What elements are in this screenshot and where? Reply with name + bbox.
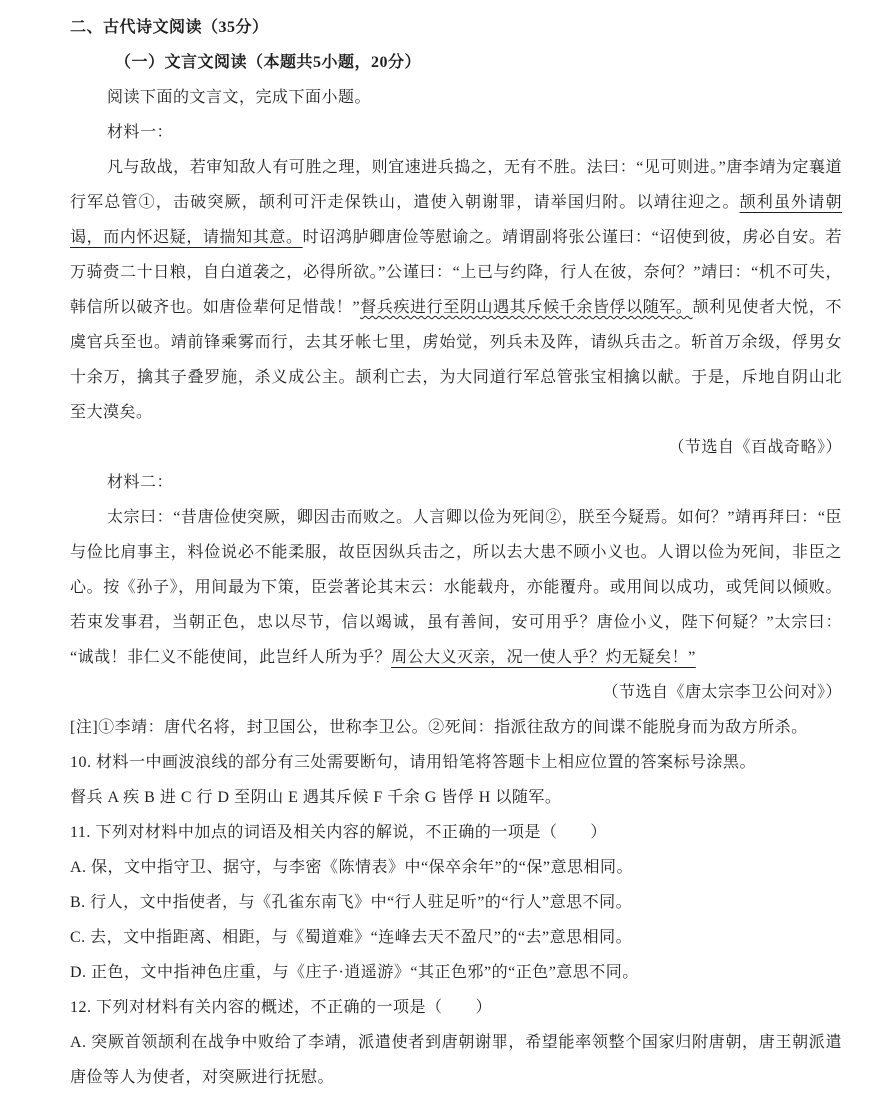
footnote: [注]①李靖：唐代名将，封卫国公，世称李卫公。②死间：指派往敌方的间谍不能脱身而为敌方所杀。	[70, 719, 808, 736]
question-12-stem: 12. 下列对材料有关内容的概述，不正确的一项是（ ）	[70, 999, 493, 1016]
material-one-translation-underline: 颉利虽外请朝谒，而内怀迟疑，请揣知其意。	[70, 194, 842, 246]
material-one-text-3: 颉利见使者大悦，不虞官兵至也。靖前锋乘雾而行，去其牙帐七里，虏始觉，列兵未及阵，请纵兵击之。斩首万余级，俘男女十余万，擒其子叠罗施，杀义成公主。颉利亡去，为大同道行军总管张宝相擒以献。于是，斥地自阴山北至大漠矣。	[70, 299, 842, 421]
question-10-stem: 10. 材料一中画波浪线的部分有三处需要断句，请用铅笔将答题卡上相应位置的答案标号涂黑。	[70, 754, 757, 771]
reading-instruction: 阅读下面的文言文，完成下面小题。	[107, 89, 372, 106]
question-11-option-b: B. 行人，文中指使者，与《孔雀东南飞》中“行人驻足听”的“行人”意思不同。	[70, 894, 633, 911]
material-two-paragraph	[70, 500, 842, 675]
material-one-paragraph	[70, 150, 842, 430]
question-12-option-a: A. 突厥首领颉利在战争中败给了李靖，派遣使者到唐朝谢罪，希望能率领整个国家归附唐朝，唐王朝派遣唐俭等人为使者，对突厥进行抚慰。	[70, 1034, 842, 1086]
question-11-option-c: C. 去，文中指距离、相距，与《蜀道难》“连峰去天不盈尺”的“去”意思相同。	[70, 929, 633, 946]
question-11-option-a: A. 保，文中指守卫、据守，与李密《陈情表》中“保卒余年”的“保”意思相同。	[70, 859, 633, 876]
material-two-label: 材料二：	[107, 474, 174, 491]
question-11-option-d: D. 正色，文中指神色庄重，与《庄子·逍遥游》“其正色邪”的“正色”意思不同。	[70, 964, 639, 981]
material-two-text-1: 太宗曰：“昔唐俭使突厥，卿因击而败之。人言卿以俭为死间②，朕至今疑焉。如何？”靖再拜曰：“臣与俭比肩事主，料俭说必不能柔服，故臣因纵兵击之，所以去大患不顾小义也。人谓以俭为死间，非臣之心。按《孙子》，用间最为下策，臣尝著论其末云：水能载舟，亦能覆舟。或用间以成功，或凭间以倾败。若束发事君，当朝正色，忠以尽节，信以竭诚，虽有善间，安可用乎？唐俭小义，陛下何疑？”太宗曰：“诚哉！非仁义不能使间，此岂纤人所为乎？	[70, 509, 842, 666]
material-one-text-1: 凡与敌战，若审知敌人有可胜之理，则宜速进兵捣之，无有不胜。法曰：“见可则进。”唐李靖为定襄道行军总管①，击破突厥，颉利可汗走保铁山，遣使入朝谢罪，请举国归附。以靖往迎之。	[70, 159, 842, 211]
material-two-translation-underline: 周公大义灭亲，况一使人乎？灼无疑矣！”	[391, 649, 696, 666]
section-heading: 二、古代诗文阅读（35分）	[70, 19, 269, 36]
material-one-text-2: 时诏鸿胪卿唐俭等慰谕之。靖谓副将张公谨曰：“诏使到彼，虏必自安。若万骑赍二十日粮，自白道袭之，必得所欲。”公谨曰：“上已与约降，行人在彼，奈何？”靖曰：“机不可失，韩信所以破齐也。如唐俭辈何足惜哉！”	[70, 229, 842, 316]
material-one-wavy-underline: 督兵疾进行至阴山遇其斥候千余皆俘以随军。	[360, 299, 693, 316]
material-one-label: 材料一：	[107, 124, 174, 141]
material-one-source: （节选自《百战奇略》）	[668, 439, 842, 456]
question-10-segmentation-line: 督兵 A 疾 B 进 C 行 D 至阴山 E 遇其斥候 F 千余 G 皆俘 H 以随军。	[70, 789, 562, 806]
question-11-stem: 11. 下列对材料中加点的词语及相关内容的解说，不正确的一项是（ ）	[70, 824, 607, 841]
subsection-heading: （一）文言文阅读（本题共5小题，20分）	[115, 54, 422, 71]
material-two-source: （节选自《唐太宗李卫公问对》）	[602, 684, 842, 701]
